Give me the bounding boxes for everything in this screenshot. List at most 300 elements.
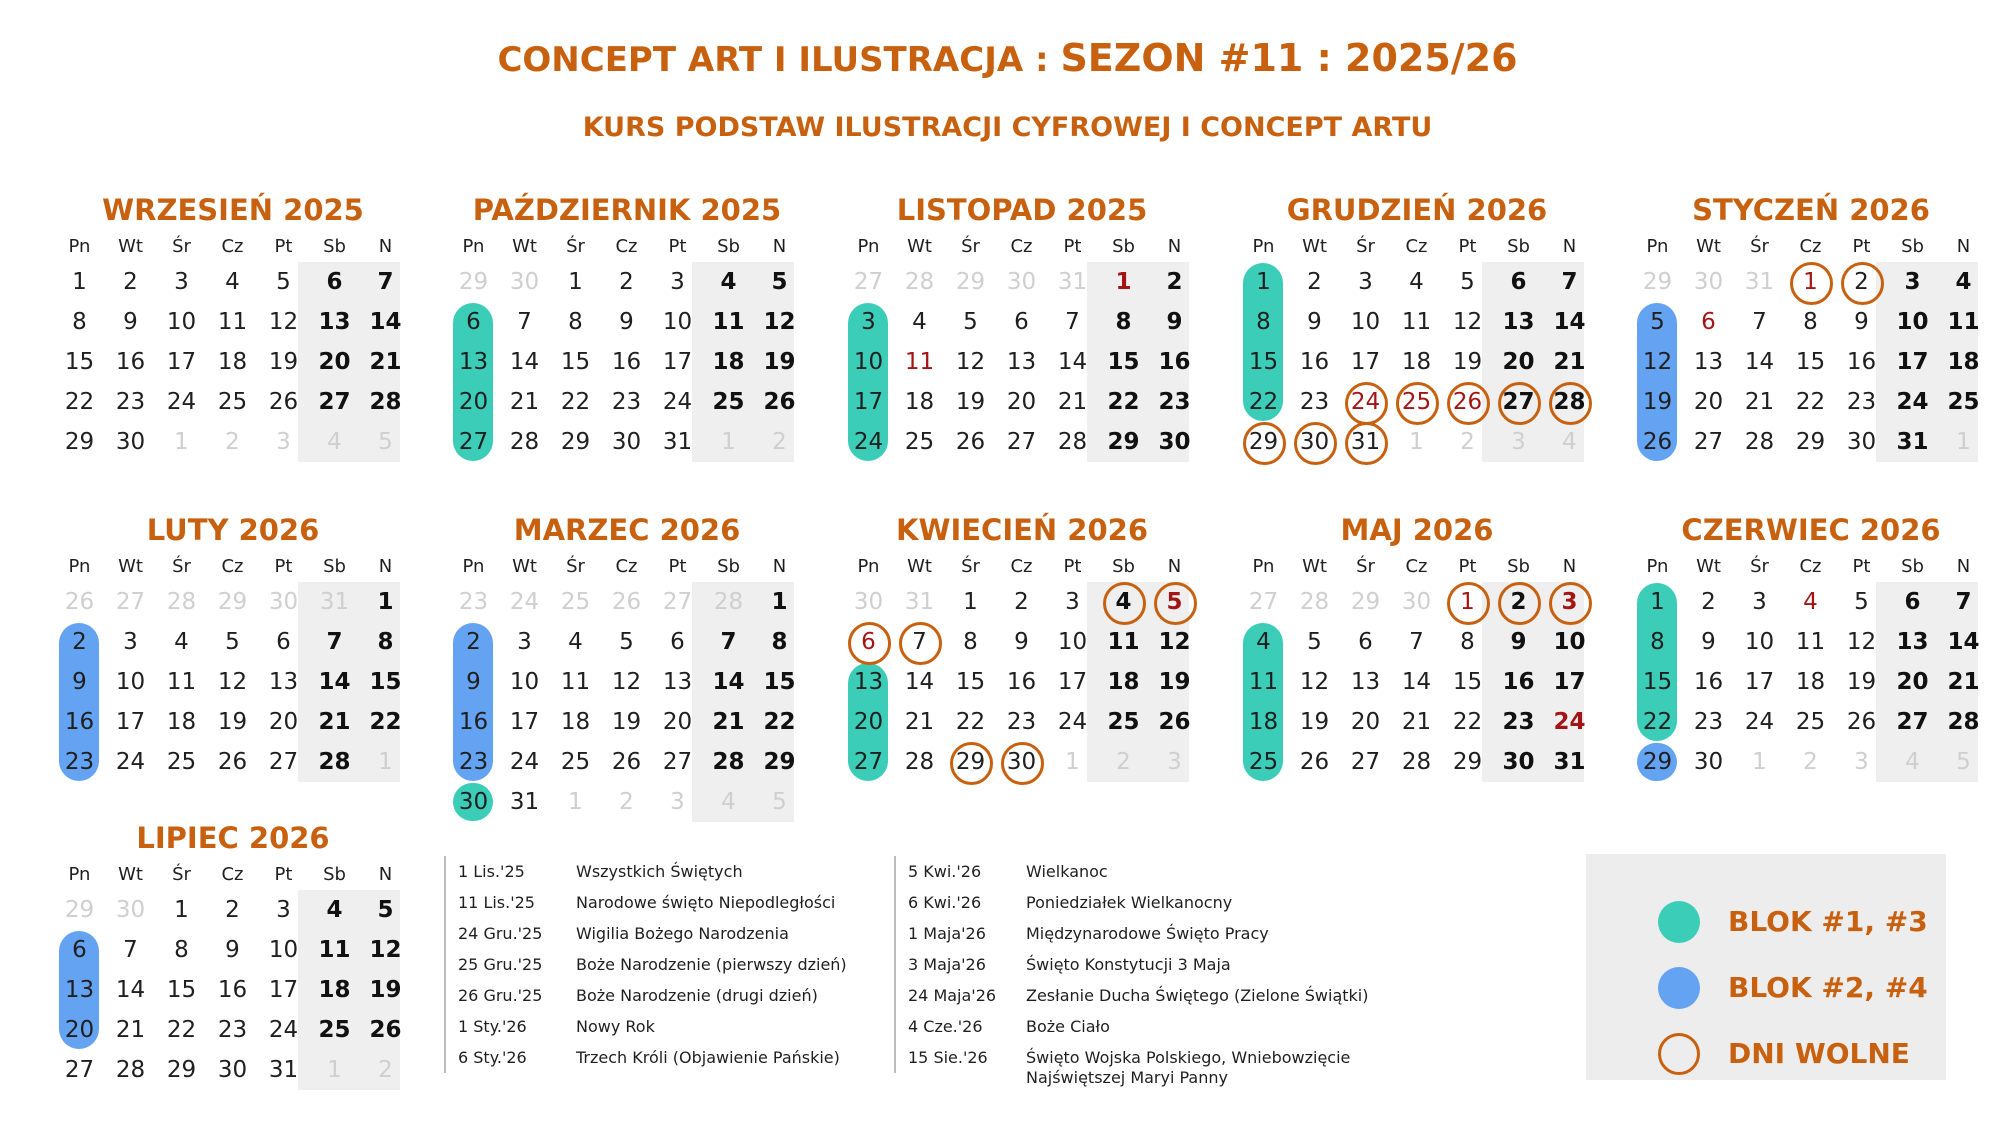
day-cell-other-month: 31 <box>904 589 935 615</box>
weekday-label: Cz <box>221 556 244 577</box>
day-cell: 9 <box>1701 629 1716 655</box>
day-cell: 19 <box>217 709 248 735</box>
day-cell: 12 <box>1452 309 1483 335</box>
month-title: WRZESIEŃ 2025 <box>102 193 364 227</box>
weekday-label: N <box>1956 556 1971 577</box>
day-cell: 11 <box>1248 669 1279 695</box>
day-cell: 12 <box>763 309 796 335</box>
day-cell: 20 <box>1006 389 1037 415</box>
day-cell-other-month: 26 <box>64 589 95 615</box>
day-cell: 30 <box>458 789 489 815</box>
day-cell: 19 <box>1846 669 1877 695</box>
weekday-label: N <box>1167 556 1182 577</box>
month-title: STYCZEŃ 2026 <box>1692 193 1930 227</box>
day-cell-other-month: 29 <box>1642 269 1673 295</box>
day-cell: 30 <box>611 429 642 455</box>
day-cell: 30 <box>1289 422 1340 462</box>
day-cell: 5 <box>1854 589 1869 615</box>
weekday-label: Śr <box>566 556 585 577</box>
day-cell: 13 <box>662 669 693 695</box>
day-cell: 17 <box>1057 669 1088 695</box>
day-cell-other-month: 27 <box>662 589 693 615</box>
day-cell: 14 <box>1947 629 1980 655</box>
day-cell: 27 <box>268 749 299 775</box>
day-cell: 23 <box>217 1017 248 1043</box>
day-cell: 16 <box>1299 349 1330 375</box>
weekday-label: Sb <box>1507 556 1530 577</box>
day-cell-other-month: 28 <box>713 589 744 615</box>
day-cell: 20 <box>662 709 693 735</box>
day-cell: 17 <box>853 389 884 415</box>
month-title: GRUDZIEŃ 2026 <box>1286 193 1548 227</box>
day-cell: 29 <box>1238 422 1289 462</box>
day-cell: 9 <box>123 309 138 335</box>
day-cell-other-month: 5 <box>1956 749 1971 775</box>
day-cell: 5 <box>771 269 788 295</box>
day-cell: 8 <box>174 937 189 963</box>
day-cell: 29 <box>64 429 95 455</box>
day-cell: 21 <box>115 1017 146 1043</box>
month-calendar <box>54 190 412 490</box>
day-cell: 22 <box>560 389 591 415</box>
weekday-label: Pn <box>1252 236 1275 257</box>
day-cell: 13 <box>1006 349 1037 375</box>
day-cell: 30 <box>1693 749 1724 775</box>
day-cell: 18 <box>217 349 248 375</box>
day-cell: 25 <box>166 749 197 775</box>
day-cell: 11 <box>560 669 591 695</box>
weekday-label: Wt <box>118 864 143 885</box>
holiday-name: Poniedziałek Wielkanocny <box>1026 893 1233 912</box>
day-cell: 11 <box>166 669 197 695</box>
day-cell: 21 <box>318 709 351 735</box>
weekday-label: Pt <box>1063 236 1082 257</box>
day-cell: 26 <box>611 749 642 775</box>
day-cell: 23 <box>1299 389 1330 415</box>
day-cell: 7 <box>1955 589 1972 615</box>
weekday-label: Sb <box>1901 556 1924 577</box>
day-cell: 1 <box>1785 262 1836 302</box>
weekday-label: Śr <box>172 236 191 257</box>
weekday-label: Pn <box>68 236 91 257</box>
day-cell: 8 <box>1256 309 1271 335</box>
weekday-label: Śr <box>566 236 585 257</box>
day-cell: 16 <box>1846 349 1877 375</box>
day-cell: 5 <box>1460 269 1475 295</box>
month-title: LUTY 2026 <box>146 513 320 547</box>
day-cell: 9 <box>1014 629 1029 655</box>
day-cell: 8 <box>771 629 788 655</box>
day-cell: 29 <box>1795 429 1826 455</box>
weekday-label: Sb <box>1112 556 1135 577</box>
day-cell: 18 <box>1401 349 1432 375</box>
day-cell: 3 <box>1904 269 1921 295</box>
day-cell: 8 <box>377 629 394 655</box>
day-cell-other-month: 3 <box>276 429 291 455</box>
day-cell-other-month: 4 <box>327 429 342 455</box>
weekday-label: Pt <box>1458 236 1477 257</box>
day-cell: 27 <box>662 749 693 775</box>
day-cell: 5 <box>1149 582 1200 622</box>
month-calendar <box>448 190 806 490</box>
day-cell: 9 <box>225 937 240 963</box>
day-cell: 4 <box>720 269 737 295</box>
day-cell: 11 <box>217 309 248 335</box>
weekday-label: Cz <box>1799 556 1822 577</box>
holiday-date: 11 Lis.'25 <box>458 893 535 912</box>
holiday-date: 24 Maja'26 <box>908 986 997 1005</box>
day-cell: 27 <box>1006 429 1037 455</box>
holiday-date: 1 Maja'26 <box>908 924 986 943</box>
holiday-date: 1 Lis.'25 <box>458 862 525 881</box>
holiday-row <box>908 887 1348 918</box>
day-cell: 1 <box>72 269 87 295</box>
day-cell: 6 <box>1510 269 1527 295</box>
weekday-label: Śr <box>1750 236 1769 257</box>
day-cell: 15 <box>64 349 95 375</box>
day-cell-other-month: 29 <box>458 269 489 295</box>
day-cell: 1 <box>1650 589 1665 615</box>
day-cell: 24 <box>853 429 884 455</box>
day-cell: 15 <box>1452 669 1483 695</box>
day-cell: 24 <box>509 749 540 775</box>
day-cell: 3 <box>276 897 291 923</box>
day-cell-other-month: 1 <box>1065 749 1080 775</box>
weekday-label: Sb <box>323 864 346 885</box>
day-cell: 11 <box>1401 309 1432 335</box>
day-cell: 23 <box>1846 389 1877 415</box>
day-cell: 7 <box>517 309 532 335</box>
weekday-label: Wt <box>1302 556 1327 577</box>
day-cell: 8 <box>1650 629 1665 655</box>
weekday-label: Sb <box>323 556 346 577</box>
day-cell: 5 <box>963 309 978 335</box>
day-cell-other-month: 24 <box>509 589 540 615</box>
day-cell: 3 <box>1544 582 1595 622</box>
weekday-label: Pt <box>274 556 293 577</box>
day-cell: 19 <box>1299 709 1330 735</box>
weekday-label: Pt <box>274 864 293 885</box>
weekday-label: Pn <box>1252 556 1275 577</box>
holiday-date: 15 Sie.'26 <box>908 1048 988 1067</box>
holiday-row <box>458 856 898 887</box>
weekday-label: N <box>1562 236 1577 257</box>
day-cell: 23 <box>1158 389 1191 415</box>
day-cell: 26 <box>1642 429 1673 455</box>
day-cell-other-month: 31 <box>319 589 350 615</box>
day-cell: 25 <box>1391 382 1442 422</box>
day-cell: 27 <box>1693 429 1724 455</box>
day-cell: 26 <box>217 749 248 775</box>
weekday-label: Pn <box>1646 556 1669 577</box>
day-cell: 29 <box>1642 749 1673 775</box>
day-cell-other-month: 3 <box>1854 749 1869 775</box>
weekday-label: Sb <box>323 236 346 257</box>
month-title: MARZEC 2026 <box>513 513 741 547</box>
day-cell: 5 <box>276 269 291 295</box>
holiday-name: Boże Narodzenie (drugi dzień) <box>576 986 818 1005</box>
weekday-label: Cz <box>615 236 638 257</box>
weekday-label: Cz <box>221 864 244 885</box>
day-cell: 17 <box>115 709 146 735</box>
day-cell-other-month: 1 <box>327 1057 342 1083</box>
month-title: MAJ 2026 <box>1340 513 1494 547</box>
day-cell: 8 <box>568 309 583 335</box>
weekday-label: Wt <box>512 236 537 257</box>
day-cell: 9 <box>1307 309 1322 335</box>
day-cell: 14 <box>1401 669 1432 695</box>
day-cell: 17 <box>1744 669 1775 695</box>
day-cell: 4 <box>225 269 240 295</box>
day-cell: 24 <box>1744 709 1775 735</box>
month-calendar <box>54 510 412 810</box>
holiday-row <box>908 949 1348 980</box>
day-cell: 14 <box>1553 309 1586 335</box>
weekday-label: Cz <box>1405 556 1428 577</box>
title-prefix: CONCEPT ART I ILUSTRACJA : <box>497 40 1061 80</box>
day-cell: 23 <box>611 389 642 415</box>
day-cell: 15 <box>1795 349 1826 375</box>
day-cell: 21 <box>1401 709 1432 735</box>
day-cell: 9 <box>619 309 634 335</box>
blue-dot-icon <box>1658 967 1700 1009</box>
day-cell-other-month: 1 <box>1409 429 1424 455</box>
day-cell: 10 <box>115 669 146 695</box>
day-cell: 26 <box>1158 709 1191 735</box>
weekday-label: Wt <box>118 556 143 577</box>
day-cell: 4 <box>1803 589 1818 615</box>
weekday-label: Sb <box>717 236 740 257</box>
day-cell: 10 <box>853 349 884 375</box>
day-cell: 6 <box>326 269 343 295</box>
day-cell-other-month: 28 <box>1299 589 1330 615</box>
holiday-name: Wszystkich Świętych <box>576 862 743 881</box>
day-cell: 7 <box>326 629 343 655</box>
weekday-label: Śr <box>1356 236 1375 257</box>
day-cell: 3 <box>861 309 876 335</box>
day-cell-other-month: 1 <box>721 429 736 455</box>
day-cell: 28 <box>509 429 540 455</box>
day-cell: 31 <box>509 789 540 815</box>
month-title: LISTOPAD 2025 <box>896 193 1148 227</box>
day-cell-other-month: 31 <box>1057 269 1088 295</box>
holiday-row <box>458 1011 898 1042</box>
day-cell: 25 <box>904 429 935 455</box>
day-cell-other-month: 4 <box>721 789 736 815</box>
weekday-label: Śr <box>961 556 980 577</box>
day-cell: 25 <box>217 389 248 415</box>
day-cell: 3 <box>1065 589 1080 615</box>
day-cell: 12 <box>268 309 299 335</box>
day-cell: 2 <box>1493 582 1544 622</box>
month-title: PAŹDZIERNIK 2025 <box>472 193 782 227</box>
day-cell-other-month: 2 <box>772 429 787 455</box>
holiday-row <box>908 980 1369 1011</box>
day-cell: 20 <box>853 709 884 735</box>
day-cell: 15 <box>955 669 986 695</box>
day-cell: 26 <box>1846 709 1877 735</box>
holiday-name: Święto Konstytucji 3 Maja <box>1026 955 1231 974</box>
day-cell: 4 <box>1256 629 1271 655</box>
weekday-label: N <box>772 556 787 577</box>
weekday-label: Pn <box>462 236 485 257</box>
day-cell: 29 <box>945 742 996 782</box>
holiday-row <box>458 1042 898 1073</box>
day-cell: 11 <box>712 309 745 335</box>
day-cell-other-month: 3 <box>1511 429 1526 455</box>
weekday-label: Wt <box>907 236 932 257</box>
day-cell: 3 <box>174 269 189 295</box>
holiday-name: Wigilia Bożego Narodzenia <box>576 924 789 943</box>
day-cell: 15 <box>1107 349 1140 375</box>
day-cell: 10 <box>1350 309 1381 335</box>
day-cell: 19 <box>1452 349 1483 375</box>
day-cell: 23 <box>64 749 95 775</box>
day-cell: 18 <box>904 389 935 415</box>
holidays-list-left <box>444 856 898 1073</box>
day-cell: 28 <box>1544 382 1595 422</box>
day-cell-other-month: 31 <box>1744 269 1775 295</box>
day-cell: 5 <box>1650 309 1665 335</box>
day-cell-other-month: 2 <box>1803 749 1818 775</box>
day-cell: 6 <box>670 629 685 655</box>
holiday-name: Międzynarodowe Święto Pracy <box>1026 924 1269 943</box>
day-cell-other-month: 30 <box>853 589 884 615</box>
day-cell: 12 <box>217 669 248 695</box>
day-cell: 19 <box>955 389 986 415</box>
day-cell: 1 <box>377 589 394 615</box>
day-cell: 24 <box>1896 389 1929 415</box>
day-cell: 22 <box>369 709 402 735</box>
day-cell: 28 <box>369 389 402 415</box>
day-cell: 30 <box>1502 749 1535 775</box>
day-cell: 2 <box>72 629 87 655</box>
weekday-label: Wt <box>1696 236 1721 257</box>
day-cell: 2 <box>123 269 138 295</box>
day-cell: 27 <box>1896 709 1929 735</box>
day-cell-other-month: 30 <box>509 269 540 295</box>
weekday-label: Pt <box>668 236 687 257</box>
holiday-date: 6 Sty.'26 <box>458 1048 527 1067</box>
day-cell: 2 <box>1701 589 1716 615</box>
day-cell: 16 <box>217 977 248 1003</box>
day-cell: 29 <box>560 429 591 455</box>
day-cell: 26 <box>1442 382 1493 422</box>
holiday-row <box>458 980 898 1011</box>
day-cell: 9 <box>1854 309 1869 335</box>
weekday-label: Śr <box>1750 556 1769 577</box>
day-cell: 8 <box>1115 309 1132 335</box>
day-cell: 23 <box>1693 709 1724 735</box>
day-cell-other-month: 29 <box>1350 589 1381 615</box>
day-cell: 25 <box>1795 709 1826 735</box>
day-cell: 19 <box>369 977 402 1003</box>
day-cell: 6 <box>1014 309 1029 335</box>
day-cell: 31 <box>1896 429 1929 455</box>
day-cell: 18 <box>1795 669 1826 695</box>
holiday-date: 26 Gru.'25 <box>458 986 543 1005</box>
day-cell: 29 <box>1452 749 1483 775</box>
day-cell: 22 <box>1248 389 1279 415</box>
day-cell: 21 <box>1057 389 1088 415</box>
day-cell: 1 <box>1115 269 1132 295</box>
day-cell: 22 <box>1795 389 1826 415</box>
day-cell: 27 <box>64 1057 95 1083</box>
day-cell: 28 <box>318 749 351 775</box>
holiday-date: 24 Gru.'25 <box>458 924 543 943</box>
day-cell: 31 <box>1340 422 1391 462</box>
day-cell: 25 <box>560 749 591 775</box>
day-cell-other-month: 1 <box>568 789 583 815</box>
day-cell: 17 <box>509 709 540 735</box>
day-cell: 20 <box>1693 389 1724 415</box>
day-cell: 7 <box>1409 629 1424 655</box>
weekday-label: Pn <box>1646 236 1669 257</box>
day-cell: 5 <box>225 629 240 655</box>
day-cell: 14 <box>318 669 351 695</box>
month-title: KWIECIEŃ 2026 <box>895 513 1149 547</box>
day-cell: 14 <box>712 669 745 695</box>
day-cell: 31 <box>268 1057 299 1083</box>
day-cell: 16 <box>611 349 642 375</box>
day-cell: 20 <box>268 709 299 735</box>
day-cell-other-month: 2 <box>378 1057 393 1083</box>
holiday-name: Narodowe święto Niepodległości <box>576 893 836 912</box>
day-cell: 14 <box>369 309 402 335</box>
weekday-label: Pt <box>1852 556 1871 577</box>
holiday-row <box>458 918 898 949</box>
day-cell-other-month: 5 <box>772 789 787 815</box>
day-cell: 20 <box>64 1017 95 1043</box>
day-cell: 25 <box>1107 709 1140 735</box>
day-cell-other-month: 27 <box>1248 589 1279 615</box>
page-subtitle: KURS PODSTAW ILUSTRACJI CYFROWEJ I CONCEPT ARTU <box>582 112 1433 143</box>
weekday-label: Cz <box>1405 236 1428 257</box>
day-cell: 25 <box>318 1017 351 1043</box>
legend-label: BLOK #2, #4 <box>1728 971 1928 1004</box>
day-cell: 16 <box>1158 349 1191 375</box>
holiday-name: Boże Narodzenie (pierwszy dzień) <box>576 955 847 974</box>
day-cell: 7 <box>1752 309 1767 335</box>
day-cell: 7 <box>894 622 945 662</box>
day-cell: 17 <box>268 977 299 1003</box>
day-cell: 9 <box>1510 629 1527 655</box>
day-cell: 24 <box>166 389 197 415</box>
day-cell: 1 <box>174 897 189 923</box>
day-cell: 12 <box>1158 629 1191 655</box>
day-cell: 2 <box>619 269 634 295</box>
weekday-label: N <box>378 556 393 577</box>
day-cell: 10 <box>268 937 299 963</box>
day-cell: 31 <box>1553 749 1586 775</box>
day-cell: 1 <box>771 589 788 615</box>
day-cell: 8 <box>72 309 87 335</box>
day-cell-other-month: 27 <box>115 589 146 615</box>
day-cell: 16 <box>64 709 95 735</box>
day-cell: 13 <box>318 309 351 335</box>
day-cell: 8 <box>1803 309 1818 335</box>
day-cell: 25 <box>1947 389 1980 415</box>
day-cell: 22 <box>1107 389 1140 415</box>
day-cell: 27 <box>1493 382 1544 422</box>
day-cell: 12 <box>1299 669 1330 695</box>
legend-label: BLOK #1, #3 <box>1728 905 1928 938</box>
weekday-label: Sb <box>717 556 740 577</box>
day-cell: 14 <box>509 349 540 375</box>
day-cell: 19 <box>1158 669 1191 695</box>
weekday-label: N <box>1167 236 1182 257</box>
day-cell: 27 <box>1350 749 1381 775</box>
